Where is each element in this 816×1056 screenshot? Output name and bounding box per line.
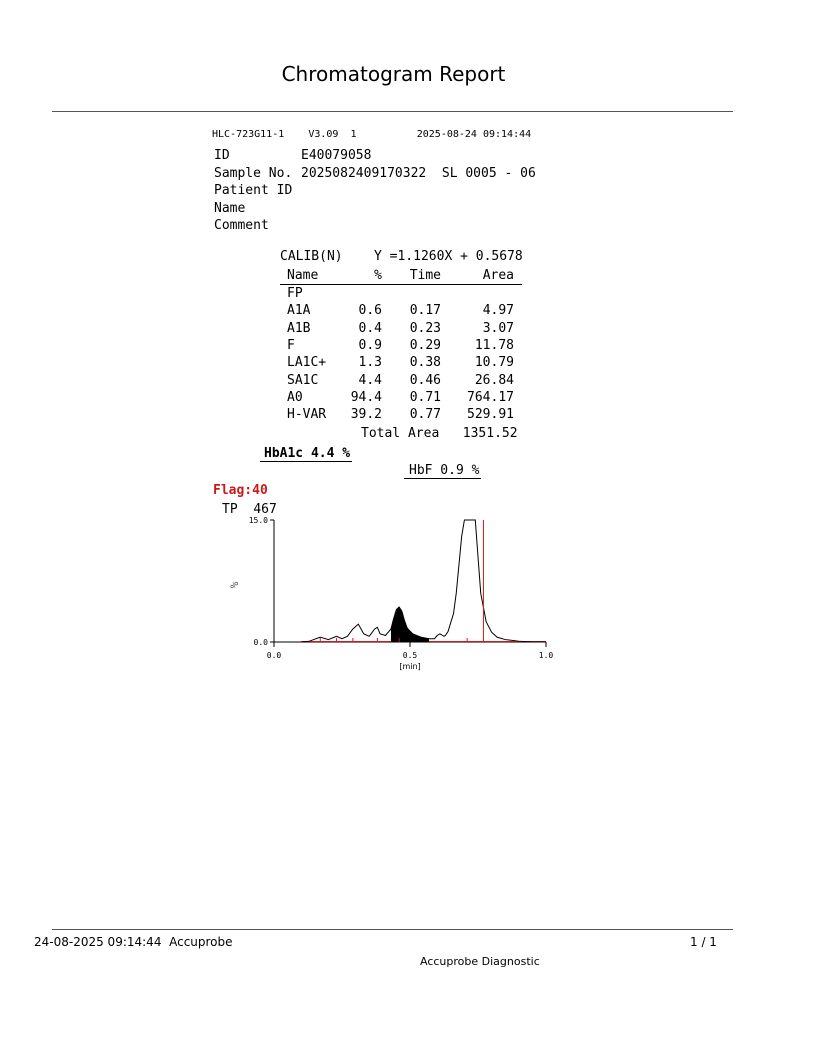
info-label: Comment (214, 218, 269, 233)
footer-left (34, 935, 233, 949)
cell-percent: 0.6 (358, 303, 382, 319)
results-header (280, 266, 522, 285)
total-area-value: 1351.52 (462, 426, 518, 441)
info-label: Sample No. (214, 165, 293, 181)
info-row-name (214, 200, 536, 218)
table-row (280, 354, 522, 371)
footer-datetime: 24-08-2025 09:14:44 (34, 935, 162, 949)
cell-area: 10.79 (474, 355, 514, 371)
cell-percent: 39.2 (350, 407, 382, 423)
results-table (280, 266, 522, 423)
col-time: Time (382, 266, 441, 285)
hbf-result: HbF 0.9 % (404, 463, 481, 479)
lab-name: Accuprobe Diagnostic (420, 955, 540, 968)
table-row (280, 302, 522, 319)
footer-divider (52, 929, 733, 930)
info-value: E40079058 (301, 148, 372, 163)
y-axis-label: % (228, 581, 241, 589)
cell-area: 764.17 (467, 389, 514, 405)
cell-name: H-VAR (287, 407, 327, 423)
total-area (361, 426, 518, 441)
cell-name: FP (287, 286, 303, 302)
cell-name: SA1C (287, 372, 319, 388)
report-datetime: 2025-08-24 09:14:44 (416, 129, 532, 140)
info-row-comment (214, 217, 536, 235)
flag-label: Flag:40 (213, 483, 268, 498)
cell-time: 0.38 (409, 355, 441, 371)
cell-name: F (287, 338, 295, 354)
peak-fill-sa1c (391, 607, 429, 642)
cell-time: 0.23 (409, 320, 441, 336)
channel-number: 1 (350, 129, 357, 140)
cell-area: 11.78 (474, 338, 514, 354)
y-tick-label: 15.0 (248, 516, 268, 525)
cell-percent (345, 285, 382, 303)
chart-plot-area (228, 516, 553, 671)
calib-equation: Y =1.1260X + 0.5678 (374, 249, 523, 264)
table-row (280, 371, 522, 388)
cell-name: A0 (287, 389, 303, 405)
table-row (280, 406, 522, 423)
page-number: 1 / 1 (690, 935, 717, 949)
x-axis-label: [min] (399, 662, 421, 671)
table-row (280, 320, 522, 337)
calibration-line (280, 249, 523, 264)
cell-time: 0.77 (409, 407, 441, 423)
cell-time (382, 285, 441, 303)
total-area-label: Total Area (361, 426, 440, 441)
instrument-id: HLC-723G11-1 (212, 129, 285, 140)
cell-area: 4.97 (482, 303, 514, 319)
calib-label: CALIB(N) (280, 249, 343, 264)
col-percent: % (345, 266, 382, 285)
cell-percent: 1.3 (358, 355, 382, 371)
table-row (280, 389, 522, 406)
header-divider (52, 111, 733, 112)
cell-area (441, 285, 522, 303)
instrument-header (212, 129, 531, 140)
col-name: Name (280, 266, 345, 285)
cell-area: 3.07 (482, 320, 514, 336)
cell-area: 529.91 (467, 407, 514, 423)
y-tick-label: 0.0 (253, 638, 268, 647)
cell-time: 0.17 (409, 303, 441, 319)
info-label: ID (214, 148, 230, 163)
cell-name: LA1C+ (287, 355, 327, 371)
col-area: Area (441, 266, 522, 285)
page-title: Chromatogram Report (281, 62, 506, 86)
cell-percent: 94.4 (350, 389, 382, 405)
cell-time: 0.29 (409, 338, 441, 354)
x-tick-label: 1.0 (538, 651, 554, 660)
info-label: Name (214, 200, 246, 216)
tp-value: 467 (253, 502, 277, 517)
chromatogram-trace (274, 520, 546, 642)
cell-time: 0.71 (409, 389, 441, 405)
info-row-sample-no (214, 165, 536, 183)
cell-name: A1B (287, 320, 311, 336)
info-row-id (214, 147, 536, 165)
x-tick-label: 0.0 (266, 651, 282, 660)
table-row (280, 337, 522, 354)
cell-percent: 4.4 (358, 372, 382, 388)
info-label: Patient ID (214, 183, 293, 198)
tp-label: TP (222, 502, 238, 517)
chromatogram-chart (230, 512, 570, 682)
software-version: V3.09 (308, 129, 339, 140)
x-tick-label: 0.5 (402, 651, 418, 660)
info-value: 2025082409170322 SL 0005 - 06 (301, 165, 536, 181)
cell-percent: 0.9 (358, 338, 382, 354)
cell-area: 26.84 (474, 372, 514, 388)
cell-name: A1A (287, 303, 311, 319)
footer-app: Accuprobe (169, 935, 233, 949)
cell-percent: 0.4 (358, 320, 382, 336)
cell-time: 0.46 (409, 372, 441, 388)
hba1c-result: HbA1c 4.4 % (260, 446, 352, 462)
table-row (280, 285, 522, 303)
sample-info (214, 147, 536, 235)
info-row-patient-id (214, 182, 536, 200)
